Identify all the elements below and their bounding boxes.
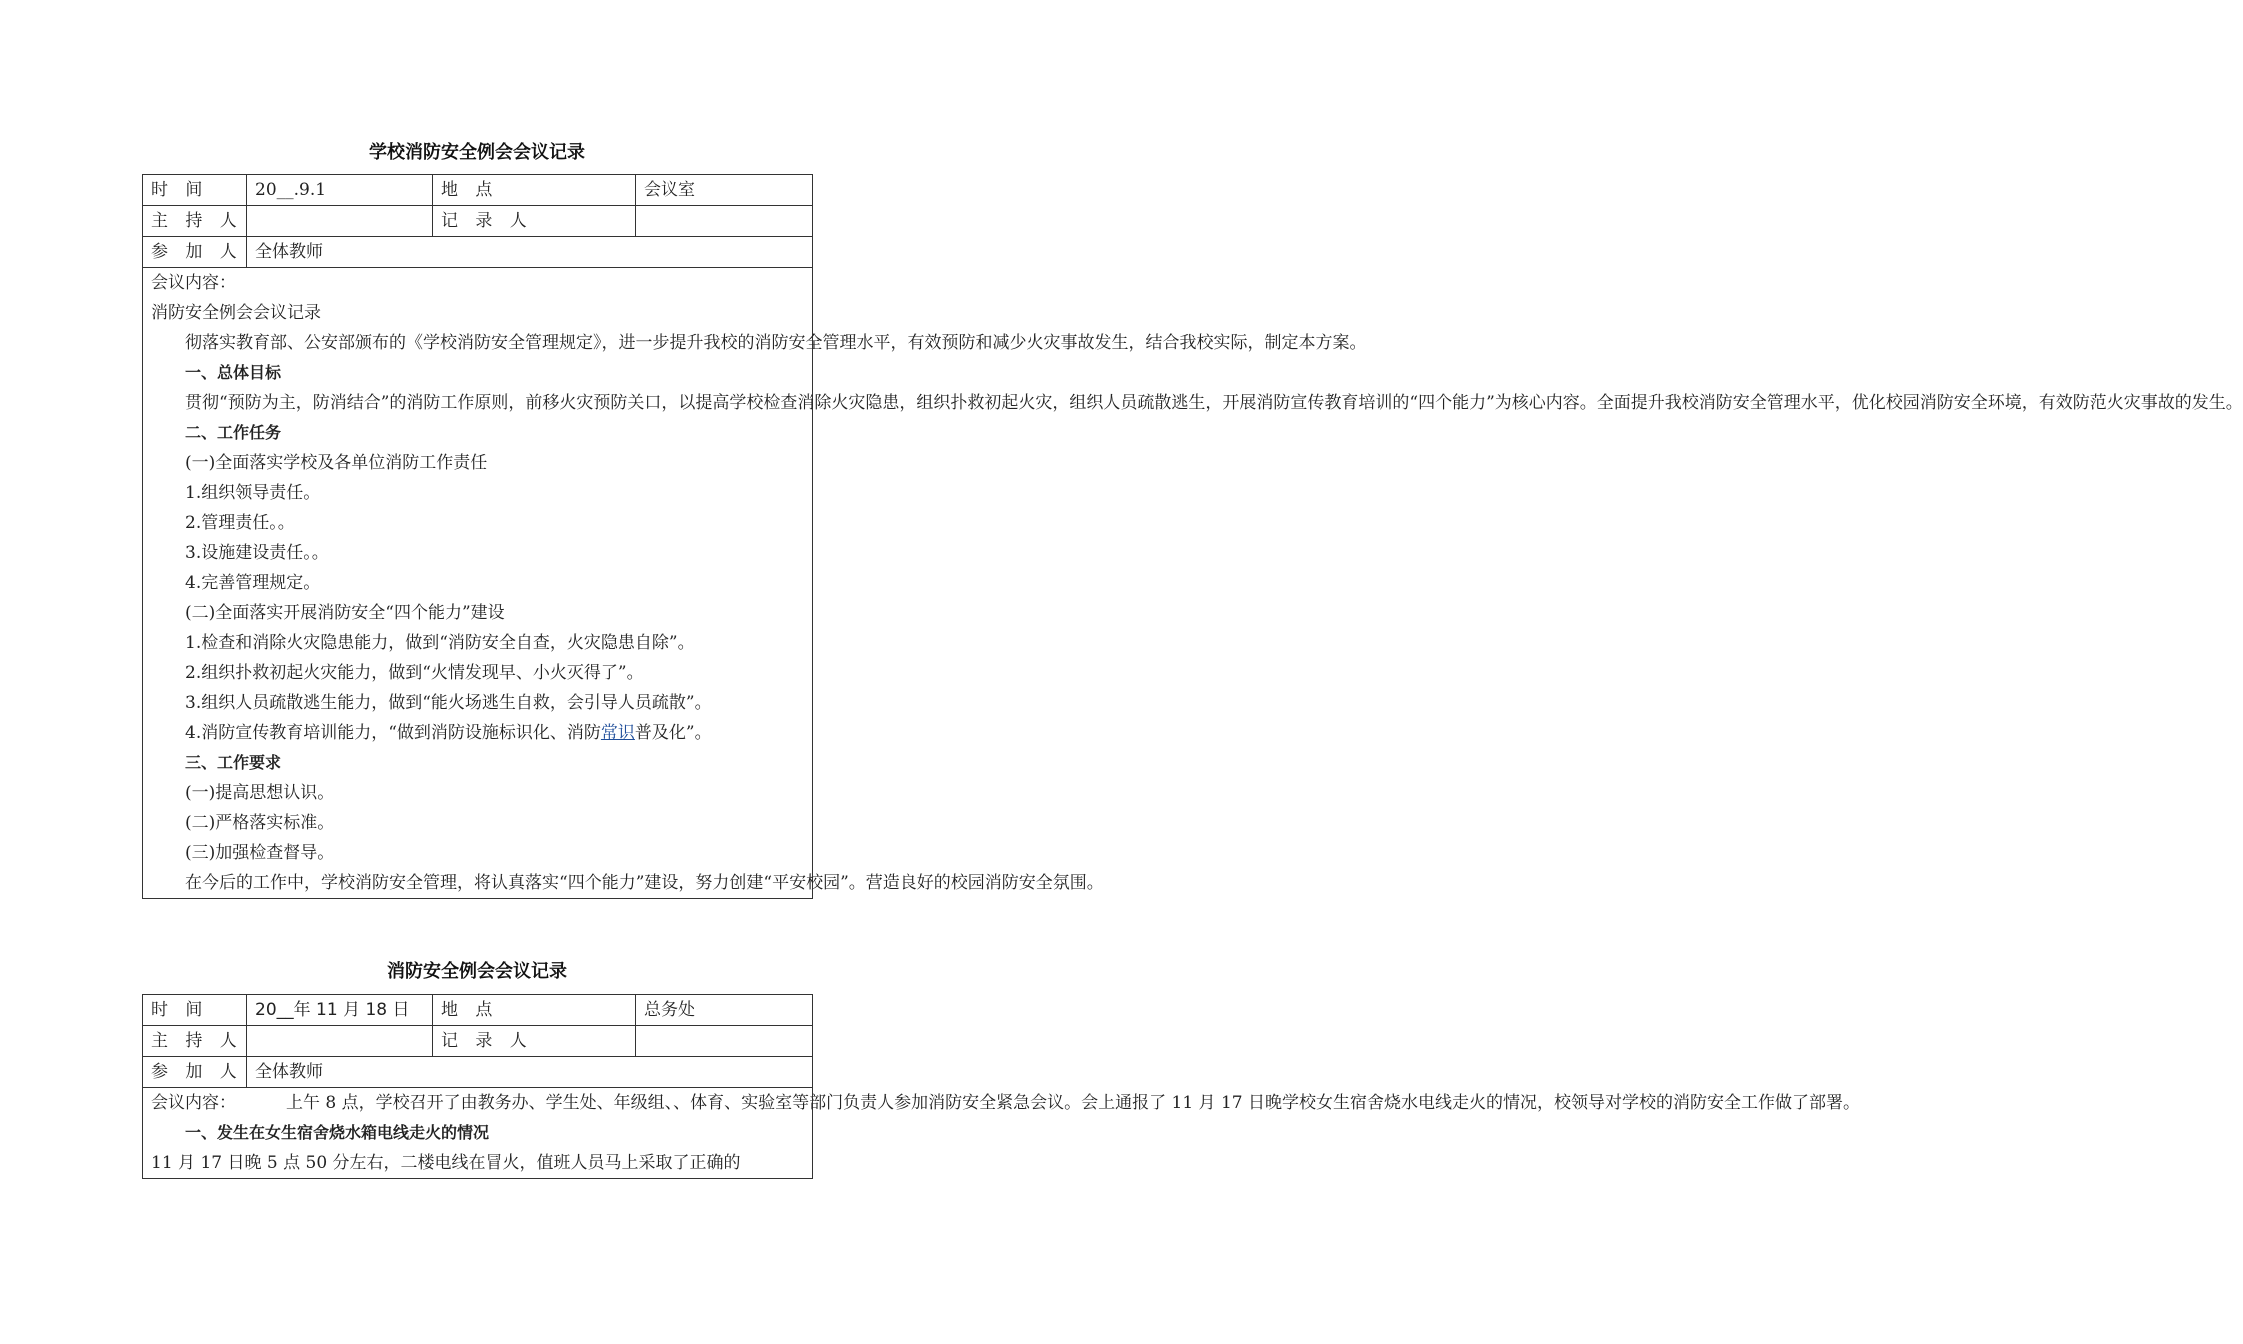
record1-list-item: 2.组织扑救初起火灾能力，做到“火情发现早、小火灭得了”。: [185, 663, 644, 683]
record2-content: [143, 1088, 1860, 1179]
record2-participants-value: 全体教师: [247, 1057, 813, 1088]
record1-content-label: 会议内容：: [151, 273, 236, 293]
record1-heading: 二、工作任务: [185, 423, 282, 442]
record2-row-participants: [143, 1057, 813, 1088]
record2-host-value: [247, 1026, 433, 1057]
record2-table: [142, 994, 1860, 1179]
record1-list-item: [151, 718, 804, 748]
record1-place-label: 地 点: [433, 175, 636, 206]
record2-row-content: [143, 1088, 813, 1179]
record1-place-value: 会议室: [636, 175, 813, 206]
record1-host-label: 主 持 人: [143, 206, 247, 237]
record1-title: 学校消防安全例会会议记录: [369, 142, 585, 163]
record1-row-time: [143, 175, 813, 206]
record2-host-label: 主 持 人: [143, 1026, 247, 1057]
record1-recorder-label: 记 录 人: [433, 206, 636, 237]
record2-time-value: 20__年 11 月 18 日: [247, 995, 433, 1026]
record2-participants-label: 参 加 人: [143, 1057, 247, 1088]
record1-participants-label: 参 加 人: [143, 237, 247, 268]
record1-paragraph: 在今后的工作中，学校消防安全管理，将认真落实“四个能力”建设，努力创建“平安校园”。营造良好的校园消防安全氛围。: [185, 873, 1104, 893]
record2-content-label: 会议内容：: [151, 1093, 236, 1113]
record2-place-value: 总务处: [636, 995, 813, 1026]
record1-list-item: 3.组织人员疏散逃生能力，做到“能火场逃生自救，会引导人员疏散”。: [185, 693, 712, 713]
record2-intro-text: 上午 8 点，学校召开了由教务办、学生处、年级组、、体育、实验室等部门负责人参加消防安全紧急会议。会上通报了 11 月 17 日晚学校女生宿舍烧水电线走火的情况，校领导对学校的消防安全工作做了部署。: [286, 1093, 1860, 1113]
record1-time-label: 时 间: [143, 175, 247, 206]
record1-host-value: [247, 206, 433, 237]
record2-row-time: [143, 995, 813, 1026]
record2-paragraph: [151, 1088, 1860, 1118]
record1-content: [143, 268, 2243, 899]
changshi-link[interactable]: 常识: [600, 723, 635, 743]
record1-list-item-text-end: 普及化”。: [634, 723, 712, 743]
record1-list-item: (二)严格落实标准。: [185, 813, 335, 833]
record1-list-item: 1.检查和消除火灾隐患能力，做到“消防安全自查，火灾隐患自除”。: [185, 633, 695, 653]
record2-recorder-label: 记 录 人: [433, 1026, 636, 1057]
record1-participants-value: 全体教师: [247, 237, 813, 268]
record1-list-item: 4.完善管理规定。: [185, 573, 321, 593]
record2-title: 消防安全例会会议记录: [387, 961, 567, 982]
record1-row-participants: [143, 237, 813, 268]
record1-list-item: 2.管理责任。。: [185, 513, 295, 533]
record1-paragraph: 彻落实教育部、公安部颁布的《学校消防安全管理规定》，进一步提升我校的消防安全管理水平，有效预防和减少火灾事故发生，结合我校实际，制定本方案。: [185, 333, 1367, 353]
record2-time-label: 时 间: [143, 995, 247, 1026]
record1-list-item: (三)加强检查督导。: [185, 843, 335, 863]
record1-list-item: (二)全面落实开展消防安全“四个能力”建设: [185, 603, 505, 623]
record1-list-item: 1.组织领导责任。: [185, 483, 321, 503]
record2-recorder-value: [636, 1026, 813, 1057]
record1-table: [142, 174, 2243, 899]
record1-heading: 三、工作要求: [185, 753, 282, 772]
record1-list-item-text: 4.消防宣传教育培训能力，“做到消防设施标识化、消防: [185, 723, 601, 743]
record1-list-item: (一)提高思想认识。: [185, 783, 335, 803]
record1-content-title: 消防安全例会会议记录: [151, 303, 321, 323]
record1-list-item: (一)全面落实学校及各单位消防工作责任: [185, 453, 488, 473]
record1-row-host: [143, 206, 813, 237]
record2-place-label: 地 点: [433, 995, 636, 1026]
record1-recorder-value: [636, 206, 813, 237]
record1-time-value: 20__.9.1: [247, 175, 433, 206]
record2-heading: 一、发生在女生宿舍烧水箱电线走火的情况: [185, 1123, 490, 1142]
record1-list-item: 3.设施建设责任。。: [185, 543, 329, 563]
record1-paragraph: 贯彻“预防为主，防消结合”的消防工作原则，前移火灾预防关口，以提高学校检查消除火灾隐患，组织扑救初起火灾，组织人员疏散逃生，开展消防宣传教育培训的“四个能力”为核心内容。全面提升我校消防安全管理水平，优化校园消防安全环境，有效防范火灾事故的发生。: [185, 393, 2243, 413]
record2-paragraph: 11 月 17 日晚 5 点 50 分左右，二楼电线在冒火，值班人员马上采取了正确的: [151, 1153, 741, 1173]
record1-row-content: [143, 268, 813, 899]
record2-row-host: [143, 1026, 813, 1057]
record1-heading: 一、总体目标: [185, 363, 282, 382]
